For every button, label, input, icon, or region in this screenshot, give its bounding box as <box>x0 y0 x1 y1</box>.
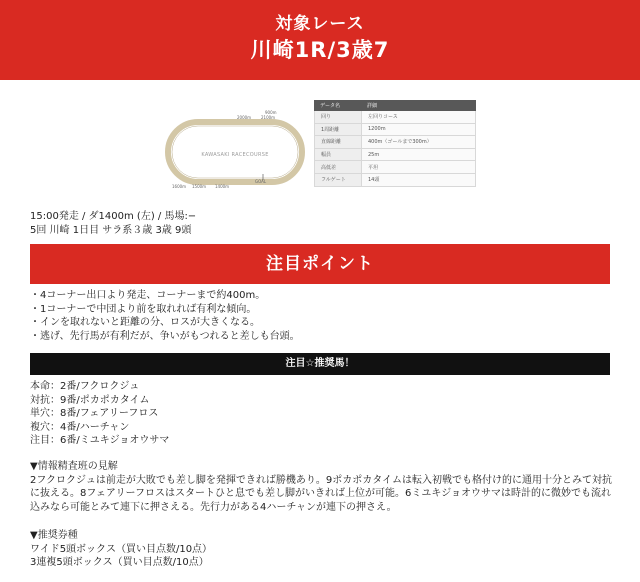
marker-1500m: 1500m <box>192 184 207 189</box>
table-header-detail: 詳細 <box>362 101 476 111</box>
list-item: ・4コーナー出口より発走、コーナーまで約400m。 <box>30 290 266 301</box>
marker-900m: 900m <box>265 110 277 115</box>
row-value: 左回りコース <box>362 111 476 124</box>
marker-1600m: 1600m <box>172 184 187 189</box>
table-row <box>315 111 476 124</box>
analysis-section <box>30 460 615 514</box>
table-row <box>315 173 476 186</box>
pick-honmei: 本命：2番/フクロクジュ <box>30 381 140 392</box>
row-key: 高低差 <box>315 161 362 174</box>
list-item: ・インを取れないと距離の分、ロスが大きくなる。 <box>30 317 260 328</box>
race-time-distance: 15:00発走 / ダ1400m (左) / 馬場:− <box>30 211 197 222</box>
row-key: 幅員 <box>315 148 362 161</box>
course-map <box>162 108 312 192</box>
recommend-picks <box>30 380 169 448</box>
marker-1400m: 1400m <box>215 184 230 189</box>
row-value: 25m <box>362 148 476 161</box>
course-info-table <box>314 100 476 187</box>
row-value: 14頭 <box>362 173 476 186</box>
ticket-item: ワイド5頭ボックス（買い目点数/10点） <box>30 543 213 555</box>
pick-chuumoku: 注目：6番/ミユキジョオウサマ <box>30 435 170 446</box>
row-key: 回り <box>315 111 362 124</box>
course-map-icon <box>162 108 312 192</box>
analysis-title: ▼情報精査班の見解 <box>30 461 118 472</box>
race-name: 川崎1R/3歳7 <box>250 38 390 62</box>
ticket-item: 3連複5頭ボックス（買い目点数/10点） <box>30 557 209 568</box>
ticket-title: ▼推奨券種 <box>30 530 78 541</box>
goal-label: GOAL <box>255 179 267 184</box>
table-row <box>315 123 476 136</box>
race-info <box>30 210 196 238</box>
ticket-section <box>30 529 212 570</box>
row-key: フルゲート <box>315 173 362 186</box>
list-item: ・1コーナーで中団より前を取れれば有利な傾向。 <box>30 303 257 315</box>
attention-heading: 注目ポイント <box>30 244 610 284</box>
marker-2000m: 2000m <box>237 115 252 120</box>
race-header-banner <box>0 0 640 80</box>
recommend-heading: 注目☆推奨馬！ <box>30 353 610 375</box>
row-key: 直線距離 <box>315 136 362 149</box>
table-row <box>315 148 476 161</box>
table-row <box>315 136 476 149</box>
attention-points <box>30 289 300 343</box>
race-meeting: 5回 川崎 1日目 サラ系３歳 3歳 9頭 <box>30 225 192 236</box>
row-value: 1200m <box>362 123 476 136</box>
row-value: 400m（ゴールまで300m） <box>362 136 476 149</box>
analysis-text: 2フクロクジュは前走が大敗でも差し脚を発揮できれば勝機あり。9ポカポカタイムは転入初戦でも格付け的に通用十分とみて対抗に抜える。8フェアリーフロスはスタートひと息でも差し脚がいきれば上位が可能。6ミユキジョオウサマは時計的に微妙でも流れ込みなら可能とみて連下に押さえる。先行力がある4ハーチャンが連下の押さえ。 <box>30 474 613 513</box>
list-item: ・逃げ、先行馬が有利だが、争いがもつれると差しも台頭。 <box>30 330 300 342</box>
row-key: 1周距離 <box>315 123 362 136</box>
pick-fukuana: 複穴：4番/ハーチャン <box>30 421 130 433</box>
table-row <box>315 161 476 174</box>
marker-2100m: 2100m <box>261 115 276 120</box>
course-name-label: KAWASAKI RACECOURSE <box>201 152 269 158</box>
row-value: 平坦 <box>362 161 476 174</box>
table-header-name: データ名 <box>315 101 362 111</box>
header-title: 対象レース <box>275 14 365 34</box>
pick-tanana: 単穴：8番/フェアリーフロス <box>30 408 159 419</box>
pick-taikou: 対抗：9番/ポカポカタイム <box>30 394 150 406</box>
